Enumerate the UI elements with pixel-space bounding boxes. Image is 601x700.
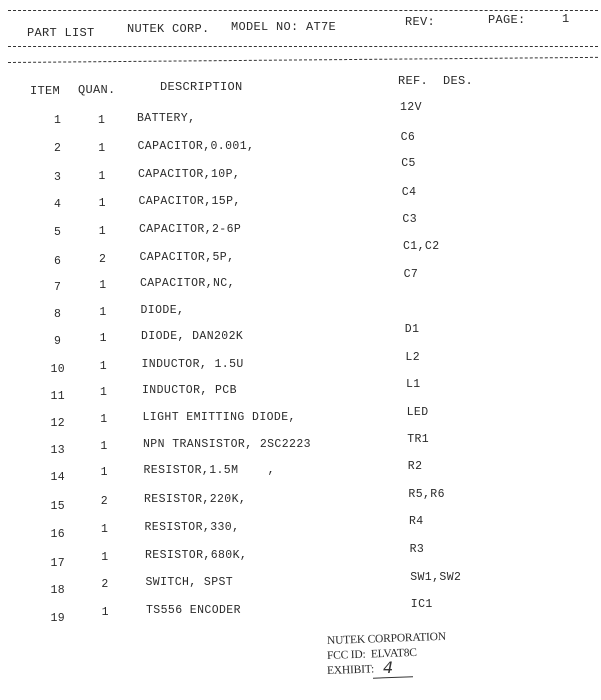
reference-designator: C4	[401, 186, 417, 199]
quantity: 1	[99, 332, 107, 345]
reference-designator: C7	[403, 268, 419, 281]
column-header-quantity: QUAN.	[78, 83, 116, 97]
reference-designator: R3	[409, 543, 425, 556]
description: RESISTOR,680K,	[145, 549, 248, 562]
quantity: 1	[98, 114, 106, 127]
item-number: 15	[50, 499, 66, 513]
exhibit-number: 4	[383, 658, 394, 677]
column-header-reference: REF. DES.	[398, 74, 474, 88]
reference-designator: R4	[409, 515, 424, 528]
item-number: 16	[50, 528, 66, 542]
model-number: MODEL NO: AT7E	[231, 20, 337, 34]
item-number: 7	[54, 281, 62, 295]
description: RESISTOR,220K,	[144, 493, 247, 506]
quantity: 1	[101, 551, 109, 564]
footer-fcc-id: FCC ID: ELVAT8C	[326, 646, 417, 662]
reference-designator: L1	[406, 378, 421, 391]
description: INDUCTOR, PCB	[142, 384, 237, 397]
quantity: 1	[100, 413, 108, 426]
reference-designator: R5,R6	[408, 488, 445, 501]
column-header-description: DESCRIPTION	[160, 80, 243, 94]
part-list-title: PART LIST	[27, 26, 95, 40]
quantity: 1	[99, 306, 107, 319]
company-name: NUTEK CORP.	[127, 22, 210, 36]
description: BATTERY,	[137, 112, 196, 125]
item-number: 14	[50, 470, 66, 484]
description: CAPACITOR,10P,	[138, 168, 241, 181]
reference-designator: TR1	[407, 433, 430, 446]
description: CAPACITOR,15P,	[138, 195, 241, 208]
description: DIODE, DAN202K	[141, 330, 244, 343]
page-label: PAGE:	[488, 13, 526, 27]
item-number: 9	[54, 334, 62, 348]
reference-designator: C5	[401, 157, 416, 170]
item-number: 6	[54, 254, 62, 268]
reference-designator: L2	[405, 351, 420, 364]
reference-designator: C6	[400, 131, 416, 144]
quantity: 1	[98, 225, 107, 238]
description: LIGHT EMITTING DIODE,	[142, 411, 296, 424]
item-number: 13	[50, 444, 66, 458]
reference-designator: IC1	[410, 598, 433, 611]
reference-designator: R2	[407, 460, 423, 473]
item-number: 3	[54, 170, 62, 184]
description: RESISTOR,330,	[144, 521, 240, 534]
quantity: 1	[98, 170, 106, 183]
reference-designator: 12V	[400, 101, 422, 114]
page-number: 1	[562, 12, 570, 26]
item-number: 17	[50, 556, 66, 570]
item-number: 5	[54, 226, 62, 240]
description: CAPACITOR,5P,	[139, 251, 235, 264]
column-header-item: ITEM	[30, 84, 61, 98]
description: INDUCTOR, 1.5U	[141, 358, 244, 371]
quantity: 1	[100, 386, 108, 399]
revision-label: REV:	[405, 15, 436, 29]
reference-designator: LED	[406, 406, 429, 419]
header-bottom-rule	[8, 46, 598, 47]
reference-designator: C3	[402, 213, 417, 226]
reference-designator: C1,C2	[403, 240, 440, 253]
footer-corporation: NUTEK CORPORATION	[326, 630, 447, 647]
description: TS556 ENCODER	[146, 604, 241, 617]
reference-designator: D1	[404, 323, 420, 336]
description: NPN TRANSISTOR, 2SC2223	[143, 438, 311, 451]
footer-exhibit-label: EXHIBIT:	[326, 663, 375, 677]
description: CAPACITOR,2-6P	[139, 223, 242, 236]
item-number: 4	[54, 198, 62, 212]
description: CAPACITOR,NC,	[140, 277, 235, 290]
quantity: 2	[99, 253, 107, 266]
item-number: 18	[50, 583, 66, 597]
item-number: 8	[54, 308, 62, 322]
item-number: 1	[54, 114, 62, 127]
quantity: 1	[101, 523, 109, 536]
description: CAPACITOR,0.001,	[137, 140, 255, 153]
quantity: 1	[100, 440, 108, 453]
item-number: 19	[50, 612, 66, 626]
quantity: 1	[99, 360, 108, 373]
quantity: 1	[101, 606, 109, 619]
exhibit-underline	[373, 676, 413, 678]
section-rule	[8, 57, 598, 63]
description: RESISTOR,1.5M ,	[143, 464, 275, 477]
description: DIODE,	[140, 304, 185, 317]
quantity: 2	[100, 495, 109, 508]
quantity: 1	[100, 466, 108, 479]
quantity: 1	[98, 197, 106, 210]
quantity: 1	[98, 142, 106, 155]
quantity: 2	[101, 578, 109, 591]
reference-designator: SW1,SW2	[410, 571, 462, 584]
item-number: 10	[50, 363, 66, 377]
item-number: 11	[50, 389, 66, 403]
item-number: 2	[54, 142, 62, 156]
quantity: 1	[99, 279, 107, 292]
item-number: 12	[50, 416, 66, 430]
description: SWITCH, SPST	[145, 576, 234, 589]
